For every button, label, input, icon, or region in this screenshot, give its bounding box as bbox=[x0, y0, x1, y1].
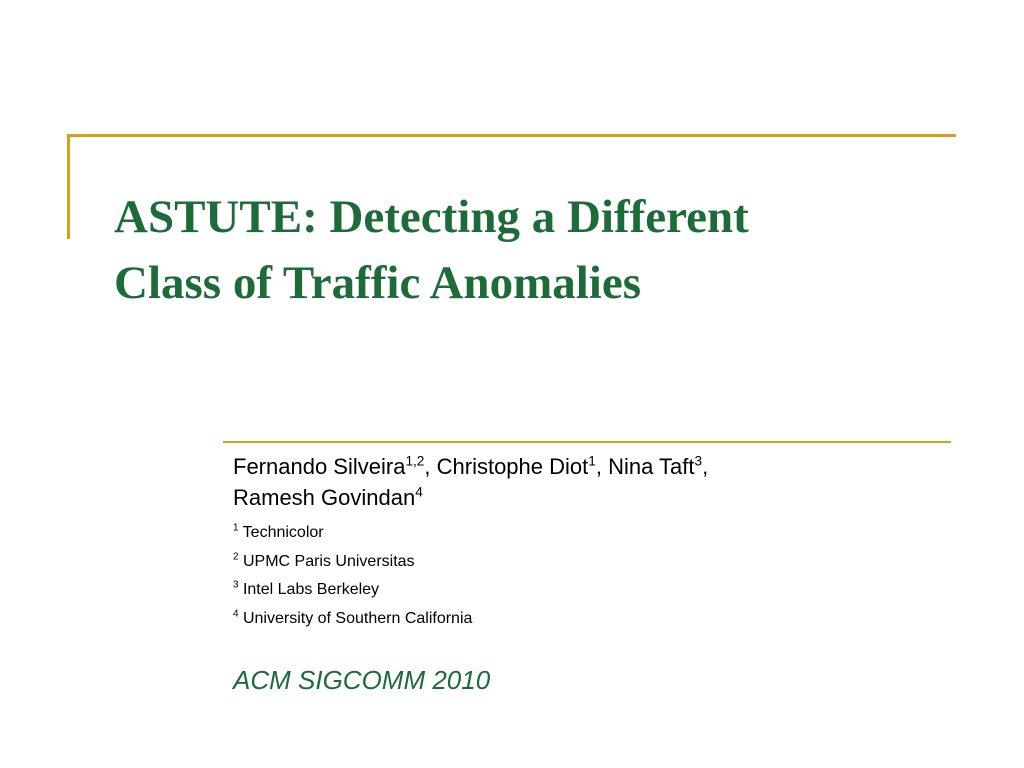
affiliation-number: 1 bbox=[233, 522, 239, 534]
author-affiliation-marker: 1,2 bbox=[405, 453, 425, 469]
subtitle-block bbox=[233, 451, 933, 697]
affiliation-list bbox=[233, 519, 933, 633]
author-list bbox=[233, 451, 933, 513]
author-name: Nina Taft bbox=[608, 454, 695, 479]
affiliation-number: 4 bbox=[233, 608, 239, 620]
author-affiliation-marker: 1 bbox=[588, 453, 596, 469]
affiliation-item bbox=[233, 548, 933, 577]
author-name: Christophe Diot bbox=[436, 454, 589, 479]
affiliation-text: Technicolor bbox=[238, 524, 324, 541]
affiliation-text: UPMC Paris Universitas bbox=[238, 552, 415, 570]
slide-title-line-1: ASTUTE: Detecting a Different bbox=[114, 191, 749, 243]
author-separator: , bbox=[595, 454, 609, 479]
author-name: Ramesh Govindan bbox=[233, 485, 416, 510]
affiliation-text: Intel Labs Berkeley bbox=[238, 581, 380, 598]
title-frame-top-rule bbox=[67, 134, 956, 137]
title-frame-left-rule bbox=[67, 134, 70, 239]
conference-name: ACM SIGCOMM 2010 bbox=[233, 665, 491, 695]
affiliation-item bbox=[233, 576, 933, 605]
author-separator: , bbox=[424, 454, 437, 479]
affiliation-number: 3 bbox=[233, 579, 239, 591]
author-separator: , bbox=[702, 454, 709, 479]
slide-title bbox=[114, 184, 974, 316]
affiliation-text: University of Southern California bbox=[238, 609, 473, 627]
author-name: Fernando Silveira bbox=[233, 454, 406, 479]
affiliation-item bbox=[233, 605, 933, 634]
affiliation-number: 2 bbox=[233, 551, 239, 563]
author-affiliation-marker: 4 bbox=[415, 484, 423, 500]
slide-title-line-2: Class of Traffic Anomalies bbox=[114, 257, 641, 309]
author-affiliation-marker: 3 bbox=[694, 453, 703, 469]
subtitle-divider-rule bbox=[223, 441, 951, 443]
affiliation-item bbox=[233, 519, 933, 548]
